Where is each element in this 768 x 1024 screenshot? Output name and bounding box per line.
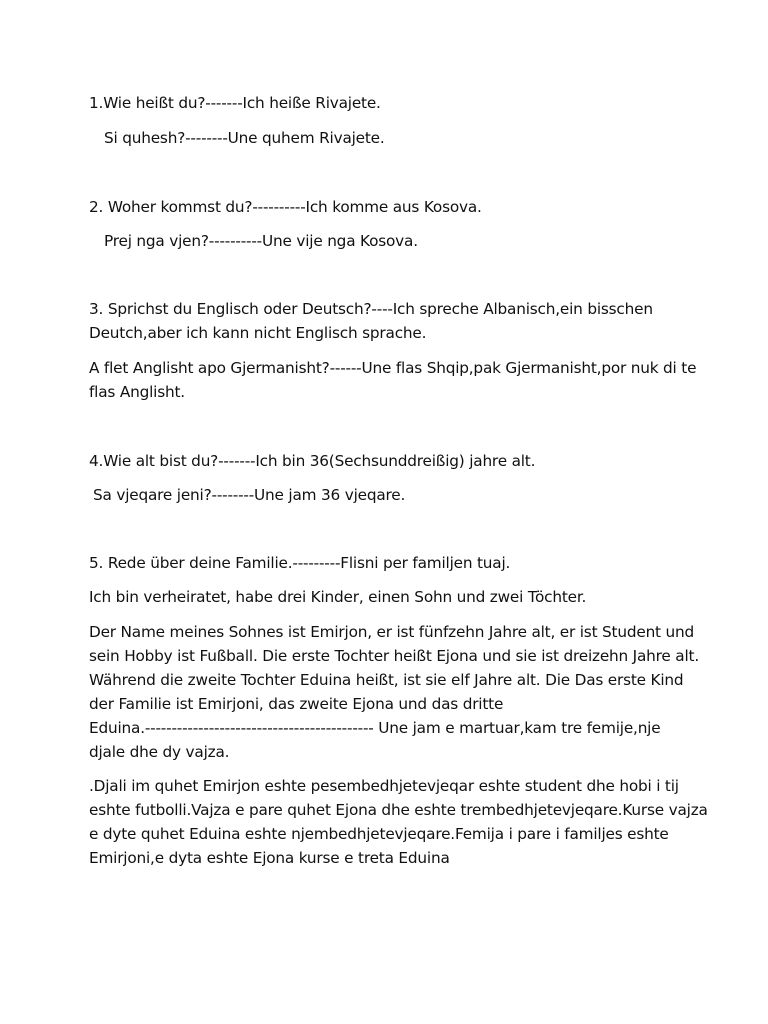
q3-german-line2: Deutch,aber ich kann nicht Englisch sprache. — [89, 324, 427, 342]
q5-paragraph-line5: Eduina.------------------------------------------- Une jam e martuar,kam tre femije,nje — [89, 719, 661, 737]
q3-albanian-line2: flas Anglisht. — [89, 383, 185, 401]
q1-albanian: Si quhesh?--------Une quhem Rivajete. — [104, 129, 385, 147]
q5-albanian-line3: e dyte quhet Eduina eshte njembedhjetevjeqare.Femija i pare i familjes eshte — [89, 825, 669, 843]
q5-prompt: 5. Rede über deine Familie.---------Flisni per familjen tuaj. — [89, 554, 511, 572]
q5-paragraph-line1: Der Name meines Sohnes ist Emirjon, er ist fünfzehn Jahre alt, er ist Student und — [89, 623, 695, 641]
q2-albanian: Prej nga vjen?----------Une vije nga Kosova. — [104, 232, 418, 250]
q5-paragraph-line4: der Familie ist Emirjoni, das zweite Ejona und das dritte — [89, 695, 504, 713]
q5-paragraph-line3: Während die zweite Tochter Eduina heißt, ist sie elf Jahre alt. Die Das erste Kind — [89, 671, 684, 689]
q5-paragraph-line6: djale dhe dy vajza. — [89, 743, 230, 761]
q4-german: 4.Wie alt bist du?-------Ich bin 36(Sechsunddreißig) jahre alt. — [89, 452, 536, 470]
q3-german-line1: 3. Sprichst du Englisch oder Deutsch?----Ich spreche Albanisch,ein bisschen — [89, 300, 653, 318]
q5-answer-intro: Ich bin verheiratet, habe drei Kinder, einen Sohn und zwei Töchter. — [89, 588, 587, 606]
q5-albanian-line4: Emirjoni,e dyta eshte Ejona kurse e treta Eduina — [89, 849, 450, 867]
q1-german: 1.Wie heißt du?-------Ich heiße Rivajete. — [89, 94, 381, 112]
q4-albanian: Sa vjeqare jeni?--------Une jam 36 vjeqare. — [93, 486, 406, 504]
q5-paragraph-line2: sein Hobby ist Fußball. Die erste Tochter heißt Ejona und sie ist dreizehn Jahre alt. — [89, 647, 699, 665]
q5-albanian-line1: .Djali im quhet Emirjon eshte pesembedhjetevjeqar eshte student dhe hobi i tij — [89, 777, 679, 795]
q3-albanian-line1: A flet Anglisht apo Gjermanisht?------Une flas Shqip,pak Gjermanisht,por nuk di te — [89, 359, 697, 377]
q2-german: 2. Woher kommst du?----------Ich komme aus Kosova. — [89, 198, 482, 216]
q5-albanian-line2: eshte futbolli.Vajza e pare quhet Ejona dhe eshte trembedhjetevjeqare.Kurse vajza — [89, 801, 708, 819]
